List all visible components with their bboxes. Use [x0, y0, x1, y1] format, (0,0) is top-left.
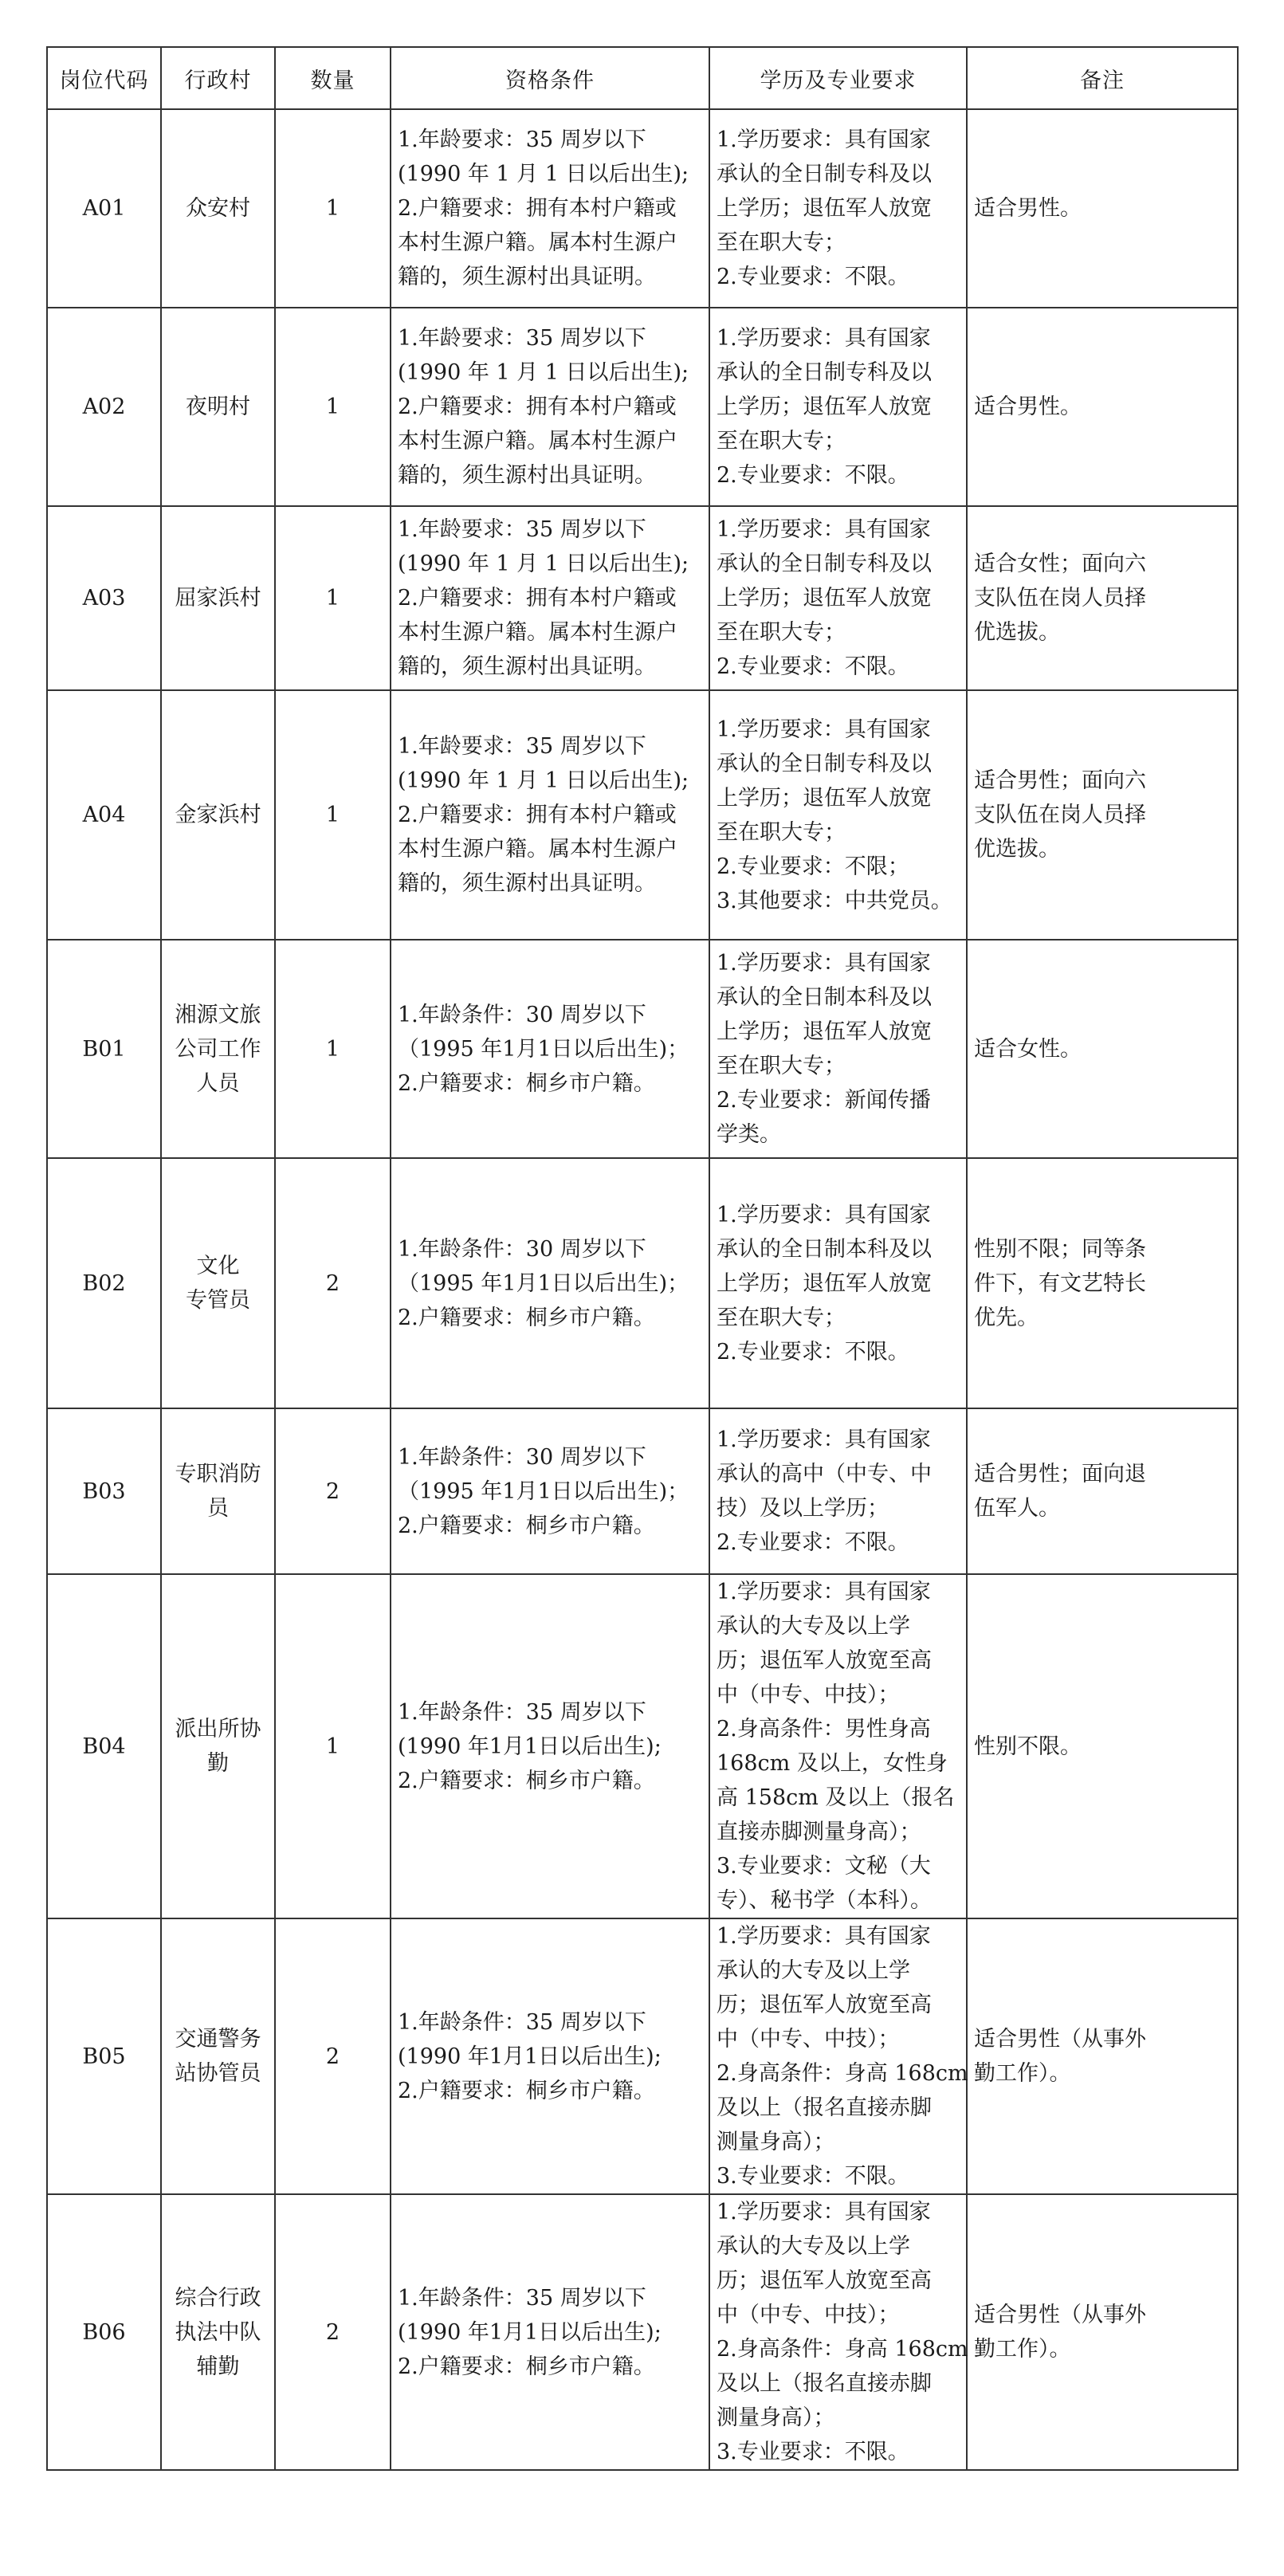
cell-qualification-line: 2.户籍要求：桐乡市户籍。	[398, 1768, 655, 1793]
cell-position-code-line: A04	[82, 803, 126, 827]
cell-education-line: 技）及以上学历；	[717, 1496, 889, 1521]
cell-remarks	[967, 1574, 1238, 1918]
cell-position-code-line: B04	[82, 1734, 126, 1759]
cell-education-line: 1.学历要求：具有国家	[717, 326, 931, 351]
cell-remarks-line: 伍军人。	[974, 1496, 1060, 1521]
cell-position-code	[47, 2194, 161, 2470]
cell-remarks	[967, 690, 1238, 940]
cell-village-line: 专管员	[186, 1288, 250, 1313]
cell-education-line: 至在职大专；	[717, 620, 846, 645]
cell-remarks	[967, 2194, 1238, 2470]
cell-education	[709, 940, 967, 1158]
cell-education-line: 上学历；退伍军人放宽	[717, 395, 932, 419]
cell-quantity-line: 1	[325, 1036, 340, 1062]
cell-position-code-line: B05	[82, 2044, 126, 2069]
cell-remarks-line: 适合男性。	[974, 196, 1082, 221]
cell-qualification-line: 2.户籍要求：桐乡市户籍。	[398, 1305, 655, 1330]
cell-village	[161, 109, 275, 308]
cell-education-line: 1.学历要求：具有国家	[717, 1202, 931, 1227]
cell-village	[161, 1408, 275, 1574]
cell-qualification-line: (1990 年1月1日以后出生);	[398, 2319, 662, 2345]
cell-education-line: 中（中专、中技）；	[717, 2303, 900, 2327]
cell-education-line: 168cm 及以上，女性身	[717, 1751, 948, 1776]
cell-quantity-line: 1	[325, 395, 340, 419]
cell-quantity	[275, 308, 391, 506]
header-education: 学历及专业要求	[709, 47, 967, 109]
cell-village-line: 辅勤	[196, 2354, 240, 2379]
cell-education-line: 3.专业要求：文秘（大	[717, 1854, 931, 1879]
cell-position-code-line: B06	[82, 2319, 126, 2345]
cell-remarks-line: 件下，有文艺特长	[974, 1270, 1146, 1296]
header-quantity: 数量	[275, 47, 391, 109]
cell-position-code	[47, 109, 161, 308]
cell-quantity	[275, 940, 391, 1158]
cell-education-line: 3.其他要求：中共党员。	[717, 888, 952, 913]
cell-education-line: 上学历；退伍军人放宽	[717, 586, 932, 611]
cell-quantity	[275, 690, 391, 940]
cell-village-line: 屈家浜村	[175, 586, 261, 611]
cell-remarks-line: 性别不限；同等条	[974, 1236, 1146, 1262]
table-row	[47, 2194, 1238, 2470]
cell-education-line: 1.学历要求：具有国家	[717, 2200, 931, 2225]
cell-education	[709, 1158, 967, 1408]
cell-education-line: 2.身高条件：身高 168cm	[717, 2061, 968, 2086]
cell-village-line: 专职消防	[175, 1462, 261, 1486]
cell-position-code	[47, 308, 161, 506]
cell-education-line: 2.专业要求：不限。	[717, 654, 909, 679]
cell-education-line: 1.学历要求：具有国家	[717, 717, 931, 742]
table-row	[47, 506, 1238, 690]
cell-village-line: 公司工作	[175, 1036, 261, 1062]
cell-education-line: 2.专业要求：新闻传播	[717, 1088, 931, 1113]
cell-remarks-line: 适合男性。	[974, 395, 1082, 419]
cell-quantity-line: 2	[325, 1270, 340, 1296]
cell-qualification-line: 本村生源户籍。属本村生源户	[398, 429, 677, 454]
cell-education-line: 直接赤脚测量身高）；	[717, 1820, 921, 1844]
cell-qualification-line: 2.户籍要求：拥有本村户籍或	[398, 803, 677, 827]
cell-qualification-line: 1.年龄要求：35 周岁以下	[398, 128, 646, 152]
cell-qualification-line: 1.年龄条件：30 周岁以下	[398, 1444, 646, 1470]
cell-education-line: 专）、秘书学（本科）。	[717, 1888, 932, 1913]
cell-education-line: 2.专业要求：不限。	[717, 463, 909, 488]
cell-education-line: 承认的全日制本科及以	[717, 1236, 932, 1262]
cell-qualification	[391, 1408, 709, 1574]
cell-position-code	[47, 690, 161, 940]
header-position-code: 岗位代码	[47, 47, 161, 109]
header-qualification: 资格条件	[391, 47, 709, 109]
cell-remarks-line: 适合男性（从事外	[974, 2303, 1146, 2327]
cell-qualification-line: 2.户籍要求：桐乡市户籍。	[398, 2354, 655, 2379]
cell-village-line: 站协管员	[175, 2061, 261, 2086]
cell-position-code-line: B03	[82, 1478, 126, 1504]
cell-village-line: 夜明村	[186, 395, 250, 419]
cell-remarks-line: 适合男性；面向六	[974, 768, 1146, 793]
cell-remarks-line: 优选拔。	[974, 620, 1060, 645]
cell-qualification-line: 2.户籍要求：拥有本村户籍或	[398, 586, 677, 611]
cell-remarks-line: 优选拔。	[974, 837, 1060, 862]
cell-qualification-line: 本村生源户籍。属本村生源户	[398, 230, 677, 255]
cell-education-line: 2.专业要求：不限；	[717, 854, 909, 879]
cell-qualification-line: (1990 年 1 月 1 日以后出生);	[398, 552, 689, 576]
cell-village-line: 勤	[207, 1751, 229, 1776]
cell-education-line: 承认的大专及以上学	[717, 2234, 910, 2259]
cell-education-line: 历；退伍军人放宽至高	[717, 1648, 932, 1673]
cell-qualification-line: 1.年龄条件：30 周岁以下	[398, 1002, 646, 1027]
cell-qualification-line: 籍的，须生源村出具证明。	[398, 265, 656, 289]
cell-village	[161, 308, 275, 506]
cell-remarks-line: 适合女性。	[974, 1036, 1082, 1062]
cell-education-line: 中（中专、中技）；	[717, 1683, 900, 1707]
cell-quantity-line: 2	[325, 2319, 340, 2345]
cell-qualification	[391, 1574, 709, 1918]
cell-education-line: 至在职大专；	[717, 230, 846, 255]
cell-village-line: 交通警务	[175, 2027, 261, 2052]
cell-quantity	[275, 1574, 391, 1918]
cell-qualification-line: 籍的，须生源村出具证明。	[398, 654, 656, 679]
table-row	[47, 940, 1238, 1158]
cell-education-line: 上学历；退伍军人放宽	[717, 1270, 932, 1296]
cell-education	[709, 308, 967, 506]
cell-quantity-line: 1	[325, 803, 340, 827]
cell-education-line: 1.学历要求：具有国家	[717, 951, 931, 976]
cell-qualification-line: 1.年龄要求：35 周岁以下	[398, 326, 646, 351]
cell-education-line: 学类。	[717, 1122, 781, 1147]
table-row	[47, 690, 1238, 940]
cell-qualification-line: (1990 年1月1日以后出生);	[398, 1734, 662, 1759]
cell-education-line: 承认的全日制专科及以	[717, 552, 932, 576]
table-row	[47, 1574, 1238, 1918]
table-row	[47, 1918, 1238, 2194]
cell-village	[161, 506, 275, 690]
cell-education-line: 承认的全日制专科及以	[717, 162, 932, 187]
cell-village	[161, 2194, 275, 2470]
cell-position-code-line: A01	[82, 196, 126, 221]
cell-village	[161, 690, 275, 940]
cell-position-code-line: B02	[82, 1270, 126, 1296]
cell-qualification-line: 2.户籍要求：桐乡市户籍。	[398, 2078, 655, 2103]
cell-qualification	[391, 1918, 709, 2194]
cell-village	[161, 1158, 275, 1408]
cell-position-code-line: A02	[82, 395, 126, 419]
cell-position-code	[47, 1158, 161, 1408]
cell-village-line: 金家浜村	[175, 803, 261, 827]
cell-education-line: 3.专业要求：不限。	[717, 2164, 909, 2189]
cell-quantity	[275, 1408, 391, 1574]
cell-qualification	[391, 940, 709, 1158]
cell-position-code	[47, 1574, 161, 1918]
cell-village-line: 湘源文旅	[175, 1002, 261, 1027]
cell-qualification-line: 1.年龄条件：30 周岁以下	[398, 1236, 646, 1262]
cell-education	[709, 109, 967, 308]
cell-remarks	[967, 1918, 1238, 2194]
cell-qualification-line: 1.年龄条件：35 周岁以下	[398, 2009, 646, 2035]
cell-village-line: 人员	[196, 1070, 240, 1096]
cell-education-line: 上学历；退伍军人放宽	[717, 1019, 932, 1044]
cell-quantity	[275, 1158, 391, 1408]
table-row	[47, 109, 1238, 308]
cell-quantity-line: 1	[325, 196, 340, 221]
cell-qualification-line: 1.年龄条件：35 周岁以下	[398, 2285, 646, 2311]
cell-village-line: 综合行政	[175, 2285, 261, 2311]
cell-quantity-line: 1	[325, 586, 340, 611]
cell-qualification-line: 籍的，须生源村出具证明。	[398, 871, 656, 896]
cell-education-line: 承认的全日制专科及以	[717, 751, 932, 776]
cell-qualification-line: 本村生源户籍。属本村生源户	[398, 837, 677, 862]
cell-remarks-line: 适合女性；面向六	[974, 552, 1146, 576]
cell-remarks	[967, 1408, 1238, 1574]
cell-village-line: 员	[207, 1496, 229, 1521]
cell-remarks-line: 性别不限。	[974, 1734, 1082, 1759]
cell-education-line: 1.学历要求：具有国家	[717, 1580, 931, 1604]
cell-education	[709, 506, 967, 690]
cell-position-code-line: A03	[82, 586, 126, 611]
cell-village-line: 文化	[196, 1254, 240, 1278]
cell-education-line: 测量身高）；	[717, 2405, 835, 2430]
cell-position-code	[47, 1918, 161, 2194]
cell-education-line: 承认的全日制本科及以	[717, 985, 932, 1010]
cell-education-line: 高 158cm 及以上（报名	[717, 1785, 955, 1810]
cell-quantity-line: 1	[325, 1734, 340, 1759]
cell-remarks-line: 适合男性（从事外	[974, 2027, 1146, 2052]
cell-education-line: 及以上（报名直接赤脚	[717, 2095, 932, 2120]
cell-education-line: 1.学历要求：具有国家	[717, 1924, 931, 1949]
cell-quantity	[275, 506, 391, 690]
cell-qualification-line: 籍的，须生源村出具证明。	[398, 463, 656, 488]
cell-education-line: 中（中专、中技）；	[717, 2027, 900, 2052]
cell-education-line: 2.身高条件：男性身高	[717, 1717, 931, 1742]
cell-remarks	[967, 1158, 1238, 1408]
cell-qualification-line: （1995 年1月1日以后出生)；	[398, 1478, 689, 1504]
cell-education-line: 至在职大专；	[717, 1054, 846, 1078]
cell-education-line: 历；退伍军人放宽至高	[717, 1993, 932, 2017]
cell-education-line: 至在职大专；	[717, 429, 846, 454]
cell-education-line: 至在职大专；	[717, 819, 846, 845]
cell-education-line: 3.专业要求：不限。	[717, 2440, 909, 2464]
table-row	[47, 308, 1238, 506]
cell-education	[709, 1574, 967, 1918]
cell-quantity-line: 2	[325, 1478, 340, 1504]
cell-qualification-line: 1.年龄要求：35 周岁以下	[398, 517, 646, 542]
cell-education-line: 历；退伍军人放宽至高	[717, 2268, 932, 2293]
header-village: 行政村	[161, 47, 275, 109]
cell-education-line: 及以上（报名直接赤脚	[717, 2371, 932, 2396]
cell-remarks	[967, 308, 1238, 506]
cell-education-line: 上学历；退伍军人放宽	[717, 196, 932, 221]
cell-remarks-line: 勤工作）。	[974, 2061, 1071, 2086]
cell-quantity-line: 2	[325, 2044, 340, 2069]
cell-education	[709, 1918, 967, 2194]
cell-education-line: 上学历；退伍军人放宽	[717, 785, 932, 811]
cell-qualification-line: (1990 年1月1日以后出生);	[398, 2044, 662, 2069]
cell-qualification	[391, 690, 709, 940]
cell-education	[709, 690, 967, 940]
cell-education-line: 1.学历要求：具有国家	[717, 128, 931, 152]
cell-qualification-line: 2.户籍要求：桐乡市户籍。	[398, 1513, 655, 1538]
cell-qualification-line: (1990 年 1 月 1 日以后出生);	[398, 768, 689, 793]
cell-remarks-line: 勤工作）。	[974, 2337, 1071, 2362]
table-body	[47, 109, 1238, 2470]
cell-remarks-line: 优先。	[974, 1305, 1039, 1330]
cell-qualification	[391, 308, 709, 506]
cell-village	[161, 940, 275, 1158]
cell-quantity	[275, 109, 391, 308]
cell-village-line: 派出所协	[175, 1717, 261, 1742]
cell-qualification-line: 1.年龄要求：35 周岁以下	[398, 734, 646, 759]
job-requirements-table	[46, 46, 1239, 2471]
cell-remarks-line: 适合男性；面向退	[974, 1462, 1146, 1486]
cell-education-line: 1.学历要求：具有国家	[717, 517, 931, 542]
cell-position-code-line: B01	[82, 1036, 126, 1062]
cell-qualification-line: 1.年龄条件：35 周岁以下	[398, 1699, 646, 1725]
cell-remarks	[967, 506, 1238, 690]
table-row	[47, 1158, 1238, 1408]
cell-education-line: 承认的大专及以上学	[717, 1958, 910, 1983]
cell-qualification-line: (1990 年 1 月 1 日以后出生);	[398, 360, 689, 385]
header-remarks: 备注	[967, 47, 1238, 109]
cell-village	[161, 1918, 275, 2194]
cell-education	[709, 1408, 967, 1574]
cell-education-line: 2.专业要求：不限。	[717, 1530, 909, 1555]
cell-qualification-line: （1995 年1月1日以后出生)；	[398, 1270, 689, 1296]
cell-education-line: 1.学历要求：具有国家	[717, 1427, 931, 1452]
cell-qualification	[391, 1158, 709, 1408]
cell-education-line: 承认的大专及以上学	[717, 1614, 910, 1639]
cell-remarks	[967, 940, 1238, 1158]
cell-qualification	[391, 2194, 709, 2470]
cell-village	[161, 1574, 275, 1918]
cell-qualification-line: 本村生源户籍。属本村生源户	[398, 620, 677, 645]
cell-education-line: 测量身高）；	[717, 2130, 835, 2154]
cell-qualification-line: (1990 年 1 月 1 日以后出生);	[398, 162, 689, 187]
cell-qualification-line: 2.户籍要求：拥有本村户籍或	[398, 196, 677, 221]
cell-qualification	[391, 506, 709, 690]
cell-position-code	[47, 940, 161, 1158]
cell-education-line: 2.专业要求：不限。	[717, 265, 909, 289]
cell-village-line: 众安村	[186, 196, 250, 221]
cell-education-line: 承认的全日制专科及以	[717, 360, 932, 385]
table-header-row	[47, 47, 1238, 109]
cell-qualification-line: 2.户籍要求：拥有本村户籍或	[398, 395, 677, 419]
cell-position-code	[47, 1408, 161, 1574]
cell-remarks-line: 支队伍在岗人员择	[974, 586, 1146, 611]
cell-quantity	[275, 1918, 391, 2194]
cell-education-line: 至在职大专；	[717, 1305, 846, 1330]
cell-remarks	[967, 109, 1238, 308]
cell-education-line: 承认的高中（中专、中	[717, 1462, 932, 1486]
cell-education-line: 2.身高条件：身高 168cm	[717, 2337, 968, 2362]
cell-education	[709, 2194, 967, 2470]
cell-village-line: 执法中队	[175, 2319, 261, 2345]
cell-remarks-line: 支队伍在岗人员择	[974, 803, 1146, 827]
cell-education-line: 2.专业要求：不限。	[717, 1339, 909, 1365]
cell-qualification-line: 2.户籍要求：桐乡市户籍。	[398, 1070, 655, 1096]
cell-qualification-line: （1995 年1月1日以后出生)；	[398, 1036, 689, 1062]
table-row	[47, 1408, 1238, 1574]
cell-qualification	[391, 109, 709, 308]
cell-position-code	[47, 506, 161, 690]
cell-quantity	[275, 2194, 391, 2470]
